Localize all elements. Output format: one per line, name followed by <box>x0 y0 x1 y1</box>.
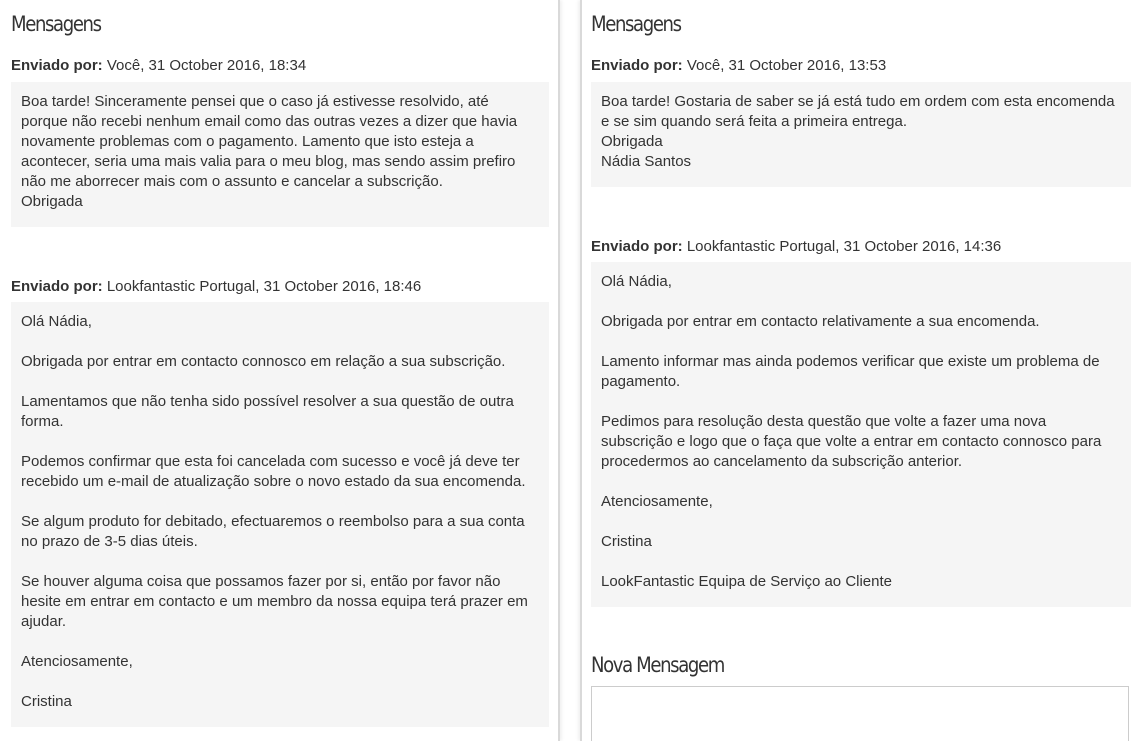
message-item <box>11 56 549 227</box>
message-sender <box>11 56 549 76</box>
message-body <box>11 302 549 727</box>
message-item <box>591 237 1131 607</box>
messages-title: Mensagens <box>591 12 681 36</box>
message-paragraph: Se algum produto for debitado, efectuaremos o reembolso para a sua conta no prazo de 3-5 dias úteis. <box>21 513 525 550</box>
message-paragraph: Atenciosamente, <box>21 653 133 670</box>
message-body <box>591 262 1131 607</box>
message-paragraph: Olá Nádia, <box>21 313 92 330</box>
new-message-title: Nova Mensagem <box>591 653 724 677</box>
message-item <box>11 277 549 727</box>
left-panel-content <box>11 0 549 741</box>
sender-label: Enviado por: <box>11 278 103 295</box>
message-paragraph: Atenciosamente, <box>601 493 713 510</box>
message-paragraph: Obrigada por entrar em contacto connosco em relação a sua subscrição. <box>21 353 506 370</box>
message-paragraph: Se houver alguma coisa que possamos fazer por si, então por favor não hesite em entrar em contacto e um membro da nossa equipa terá prazer em ajudar. <box>21 573 528 630</box>
new-message-input[interactable] <box>591 686 1129 741</box>
messages-title: Mensagens <box>11 12 101 36</box>
message-body <box>11 82 549 227</box>
message-body <box>591 82 1131 187</box>
message-item <box>591 56 1131 187</box>
sender-label: Enviado por: <box>11 57 103 74</box>
message-paragraph: LookFantastic Equipa de Serviço ao Cliente <box>601 573 893 590</box>
message-paragraph: Boa tarde! Gostaria de saber se já está tudo em ordem com esta encomenda e se sim quando será feita a primeira entrega. Obrigada Nádia Santos <box>601 93 1115 170</box>
message-paragraph: Obrigada por entrar em contacto relativamente a sua encomenda. <box>601 313 1040 330</box>
message-paragraph: Lamento informar mas ainda podemos verificar que existe um problema de pagamento. <box>601 353 1100 390</box>
message-sender <box>591 237 1131 257</box>
message-paragraph: Boa tarde! Sinceramente pensei que o caso já estivesse resolvido, até porque não recebi nenhum email como das outras vezes a dizer que havia novamente problemas com o pagamento. Lamento que isto esteja a acontecer, seria uma mais valia para o meu blog, mas sendo assim prefiro não me aborrecer mais com o assunto e cancelar a subscrição. Obrigada <box>21 93 518 210</box>
message-paragraph: Cristina <box>601 533 652 550</box>
right-messages-panel <box>580 0 1145 741</box>
sender-label: Enviado por: <box>591 238 683 255</box>
sender-value: Lookfantastic Portugal, 31 October 2016, 18:46 <box>106 278 422 295</box>
message-sender <box>11 277 549 297</box>
message-paragraph: Lamentamos que não tenha sido possível resolver a sua questão de outra forma. <box>21 393 514 430</box>
left-messages-panel <box>0 0 560 741</box>
sender-label: Enviado por: <box>591 57 683 74</box>
right-panel-content <box>591 0 1131 741</box>
sender-value: Lookfantastic Portugal, 31 October 2016, 14:36 <box>686 238 1002 255</box>
message-sender <box>591 56 1131 76</box>
message-paragraph: Podemos confirmar que esta foi cancelada com sucesso e você já deve ter recebido um e-mail de atualização sobre o novo estado da sua encomenda. <box>21 453 526 490</box>
sender-value: Você, 31 October 2016, 18:34 <box>106 57 307 74</box>
message-paragraph: Pedimos para resolução desta questão que volte a fazer uma nova subscrição e logo que o faça que volte a entrar em contacto connosco para procedermos ao cancelamento da subscrição anterior. <box>601 413 1102 470</box>
message-paragraph: Olá Nádia, <box>601 273 672 290</box>
sender-value: Você, 31 October 2016, 13:53 <box>686 57 887 74</box>
message-paragraph: Cristina <box>21 693 72 710</box>
